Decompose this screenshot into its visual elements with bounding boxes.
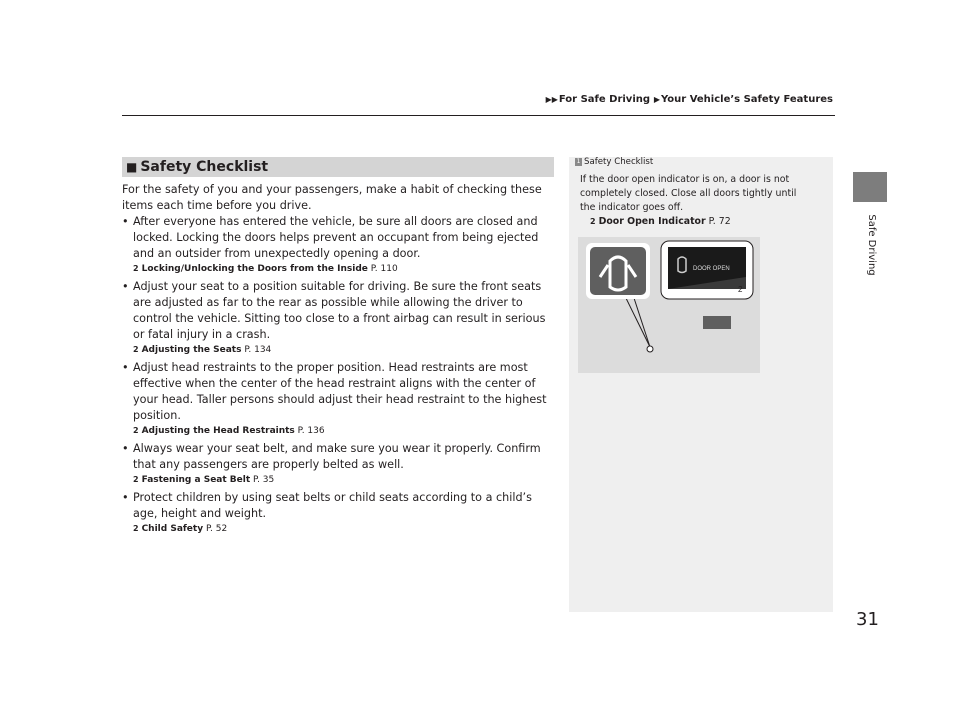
list-item: • Adjust head restraints to the proper position. Head restraints are most effective when the center of the head restraint aligns with the center of your head. Taller persons should adjust their head restraint to the highest position. bbox=[122, 360, 554, 424]
reference-arrow-icon: 2 bbox=[133, 264, 139, 273]
section-title: Safety Checklist bbox=[140, 159, 269, 175]
page-number: 31 bbox=[856, 609, 879, 630]
cross-reference[interactable]: 2 Fastening a Seat Belt P. 35 bbox=[133, 475, 275, 485]
list-item: • Adjust your seat to a position suitable for driving. Be sure the front seats are adjusted as far to the rear as possible while allowing the driver to control the vehicle. Sitting too close to a front airbag can result in serious or fatal injury in a crash. bbox=[122, 279, 554, 343]
cross-reference[interactable]: 2 Door Open Indicator P. 72 bbox=[590, 216, 731, 227]
cross-reference[interactable]: 2 Child Safety P. 52 bbox=[133, 524, 228, 534]
chapter-label: Safe Driving bbox=[866, 214, 877, 276]
note-text: If the door open indicator is on, a door is not completely closed. Close all doors tightly until the indicator goes off. bbox=[580, 174, 797, 213]
list-item: • Protect children by using seat belts or child seats according to a child’s age, height and weight. bbox=[122, 490, 554, 522]
main-content bbox=[122, 182, 554, 539]
reference-arrow-icon: 2 bbox=[133, 426, 139, 435]
breadcrumb bbox=[545, 94, 833, 105]
intro-text: For the safety of you and your passengers, make a habit of checking these items each time before you drive. bbox=[122, 183, 542, 212]
reference-arrow-icon: 2 bbox=[133, 524, 139, 533]
reference-arrow-icon: 2 bbox=[590, 217, 596, 226]
arrow-right-icon: ▶ bbox=[651, 95, 660, 104]
svg-text:2: 2 bbox=[738, 285, 743, 294]
display-text: DOOR OPEN bbox=[693, 266, 730, 272]
note-body bbox=[580, 173, 808, 232]
header-rule bbox=[122, 115, 835, 116]
dashboard-illustration bbox=[578, 237, 760, 373]
square-bullet-icon: ■ bbox=[126, 160, 138, 174]
list-item: • Always wear your seat belt, and make sure you wear it properly. Confirm that any passengers are properly belted as well. bbox=[122, 441, 554, 473]
door-open-icon bbox=[586, 243, 650, 299]
arrow-right-icon: ▶▶ bbox=[545, 95, 558, 104]
chapter-tab bbox=[853, 172, 887, 202]
reference-arrow-icon: 2 bbox=[133, 345, 139, 354]
breadcrumb-item-2[interactable]: Your Vehicle’s Safety Features bbox=[660, 94, 833, 105]
section-header bbox=[122, 157, 554, 177]
note-marker-icon: 1 bbox=[576, 157, 581, 165]
door-open-illustration bbox=[578, 237, 760, 373]
note-title: 1 Safety Checklist bbox=[576, 157, 654, 167]
cross-reference[interactable]: 2 Locking/Unlocking the Doors from the Inside P. 110 bbox=[133, 264, 398, 274]
cross-reference[interactable]: 2 Adjusting the Seats P. 134 bbox=[133, 345, 272, 355]
cross-reference[interactable]: 2 Adjusting the Head Restraints P. 136 bbox=[133, 426, 325, 436]
breadcrumb-item-1[interactable]: For Safe Driving bbox=[558, 94, 651, 105]
reference-arrow-icon: 2 bbox=[133, 475, 139, 484]
list-item: • After everyone has entered the vehicle, be sure all doors are closed and locked. Locking the doors helps prevent an occupant from being ejected and an outsider from unexpectedly opening a door. bbox=[122, 214, 554, 262]
